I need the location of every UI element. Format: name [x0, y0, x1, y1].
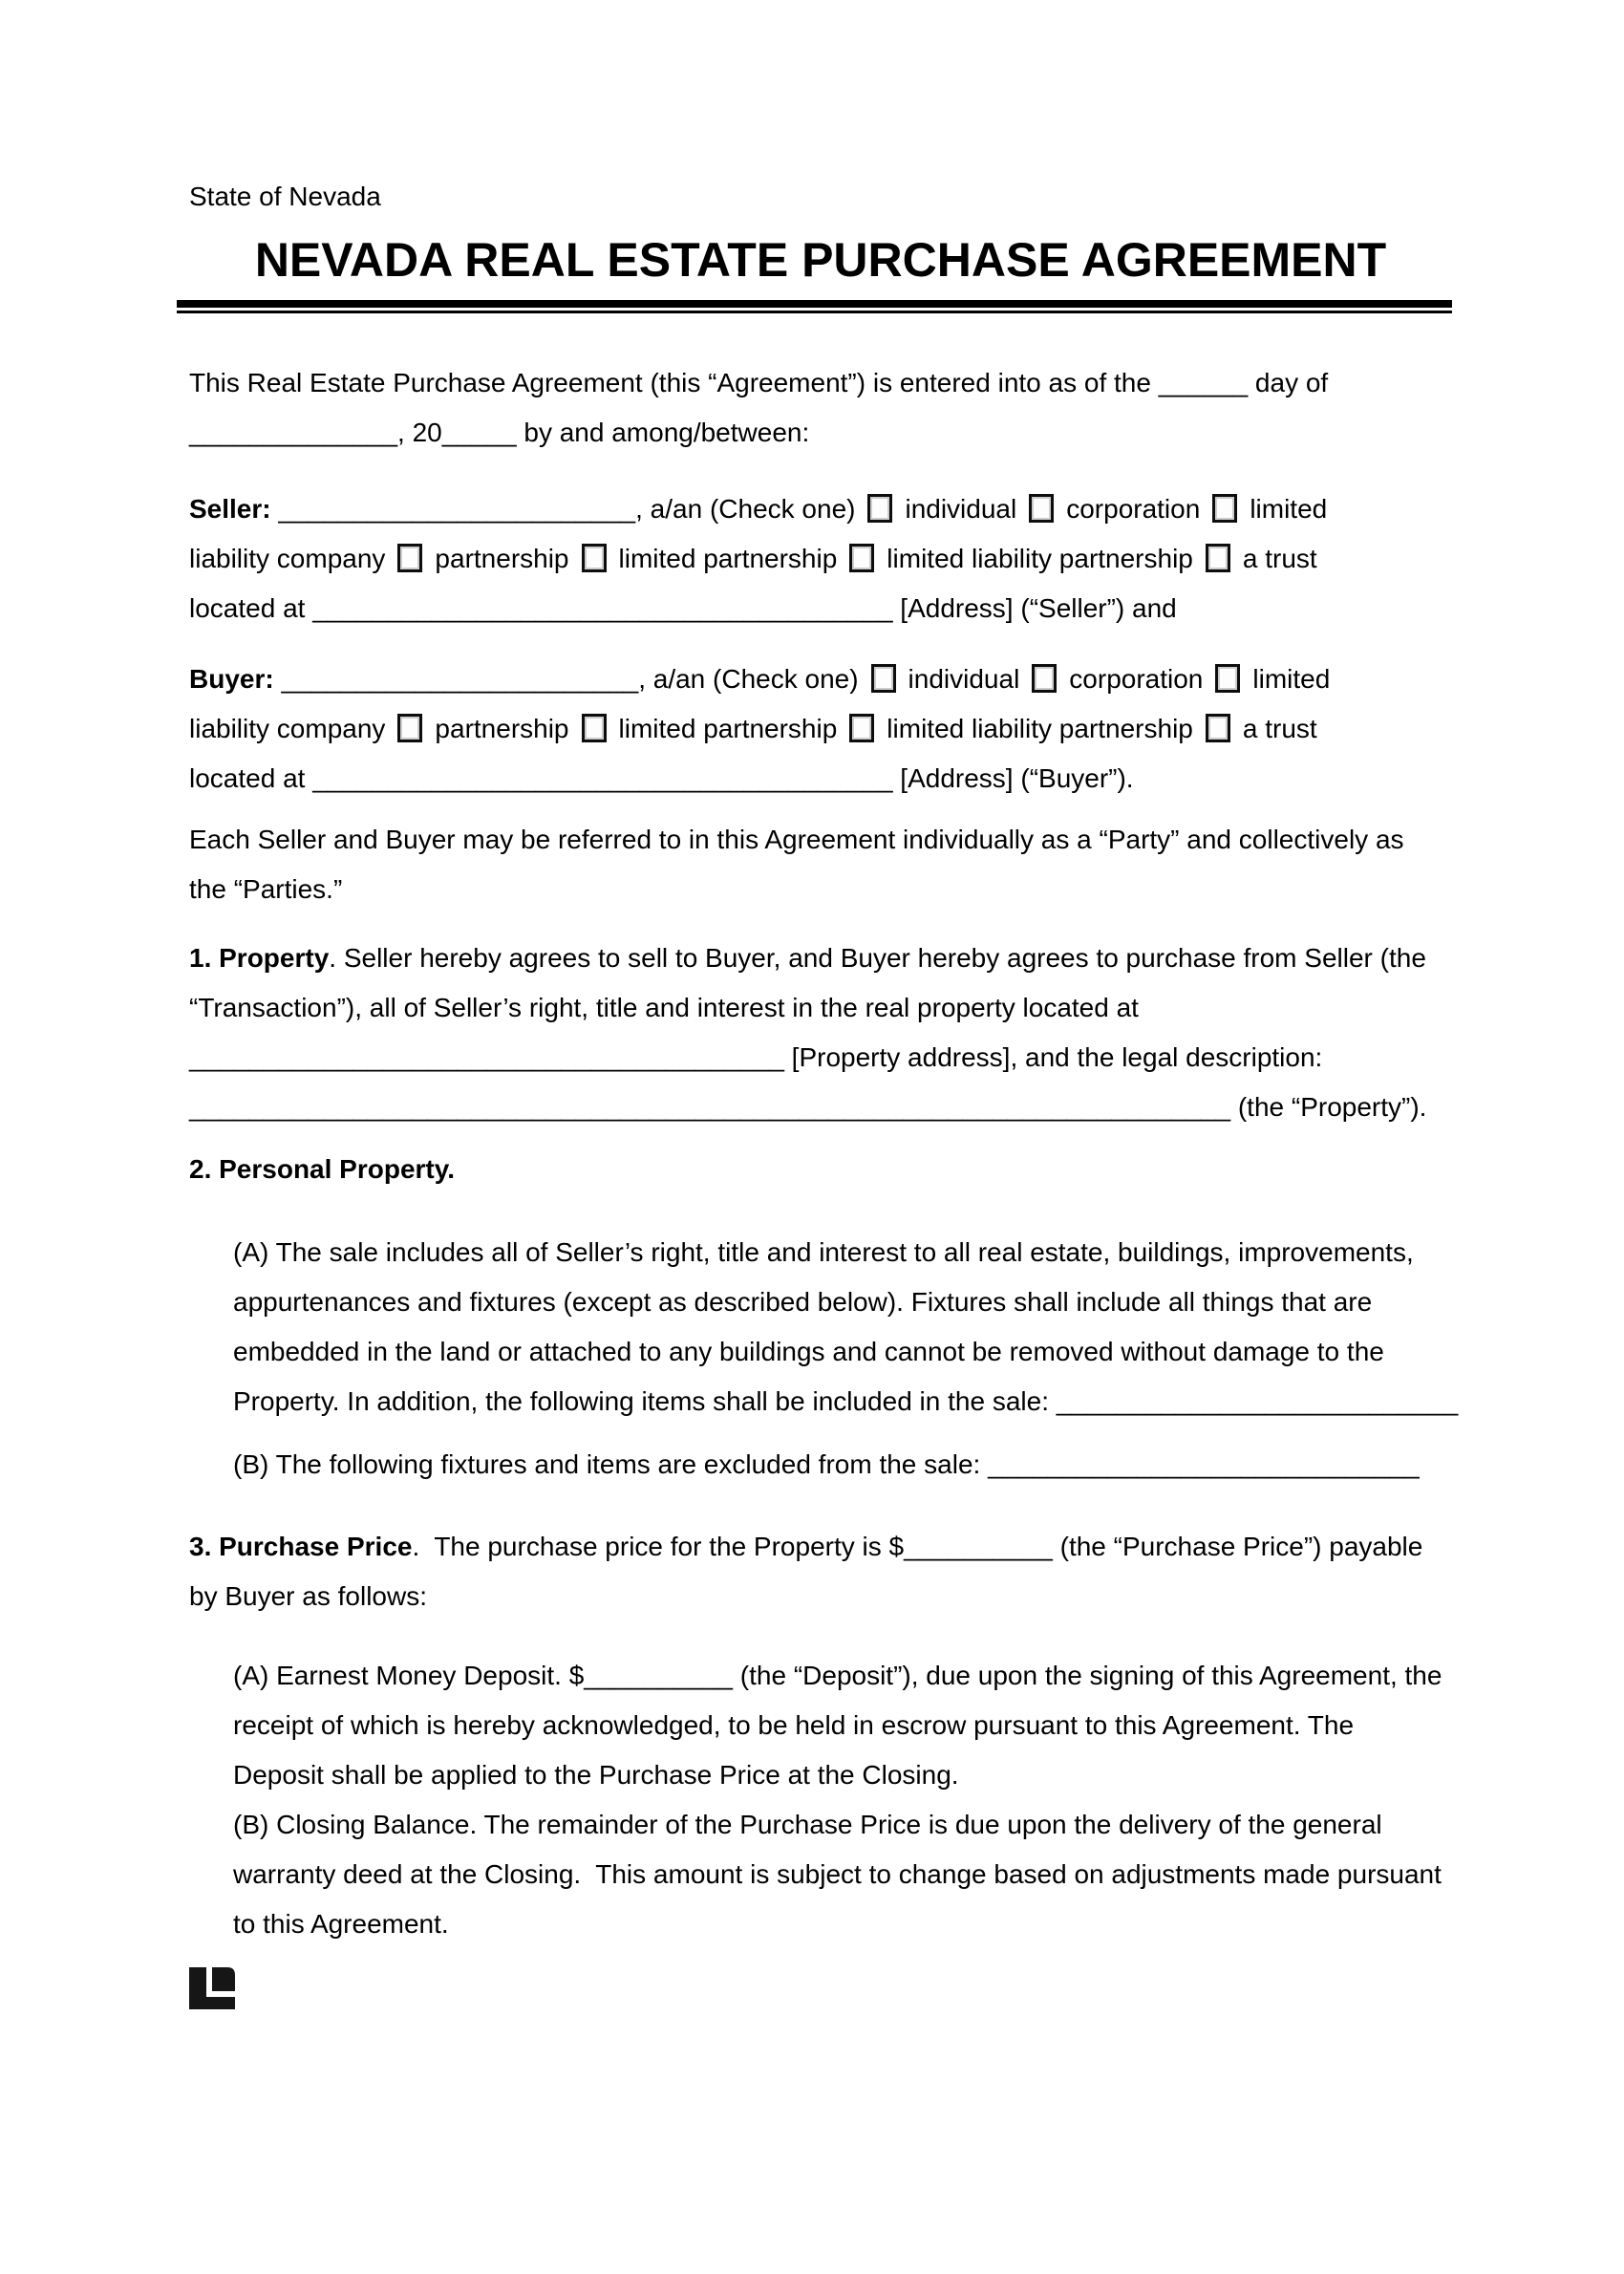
price-text-3: by Buyer as follows: [189, 1580, 427, 1611]
buyer-trust-label: a trust [1242, 713, 1317, 743]
section-2-heading: 2. Personal Property. [189, 1153, 456, 1184]
pp-a-line-2 [233, 1277, 1452, 1327]
pp-a-text-2: appurtenances and fixtures (except as described below). Fixtures shall include all things that are [233, 1286, 1373, 1317]
closing-balance-text-1: (B) Closing Balance. The remainder of the Purchase Price is due upon the delivery of the general [233, 1809, 1382, 1839]
property-text-3: [Property address], and the legal description: [783, 1041, 1323, 1072]
pp-a-line-4 [233, 1377, 1459, 1427]
legal-description-blank[interactable]: ______________________________________________________________________ [189, 1091, 1231, 1122]
pp-b-text-1: (B) The following fixtures and items are excluded from the sale: [233, 1448, 989, 1479]
deposit-text-4: Deposit shall be applied to the Purchase Price at the Closing. [233, 1759, 959, 1790]
included-items-blank[interactable]: ___________________________ [1056, 1385, 1459, 1416]
parties-line-2 [189, 865, 1452, 914]
seller-llp-label: limited liability partnership [887, 543, 1193, 573]
parties-paragraph [189, 815, 1452, 914]
seller-limited-partnership-label: limited partnership [618, 543, 838, 573]
seller-name-blank[interactable]: ________________________ [278, 493, 636, 524]
buyer-address-suffix: [Address] (“Buyer”). [892, 762, 1134, 793]
seller-line-3 [189, 584, 1452, 633]
buyer-llc-label-1: limited [1252, 663, 1331, 694]
seller-llc-checkbox[interactable] [1212, 494, 1237, 523]
section-2a-paragraph [189, 1228, 1459, 1427]
buyer-trust-checkbox[interactable] [1206, 714, 1230, 742]
intro-text-3: , 20 [397, 417, 442, 447]
pp-a-text-3: embedded in the land or attached to any buildings and cannot be removed without damage to the [233, 1336, 1384, 1366]
buyer-llc-checkbox[interactable] [1215, 664, 1240, 693]
seller-corporation-checkbox[interactable] [1029, 494, 1054, 523]
intro-text-1: This Real Estate Purchase Agreement (this “Agreement”) is entered into as of the [189, 367, 1159, 397]
page-title: NEVADA REAL ESTATE PURCHASE AGREEMENT [254, 233, 1387, 287]
section-3ab-paragraph [189, 1651, 1452, 1949]
deposit-amount-blank[interactable]: __________ [584, 1660, 734, 1690]
property-line-2 [189, 983, 1452, 1033]
intro-line-1 [189, 358, 1452, 408]
buyer-llp-checkbox[interactable] [849, 714, 874, 742]
title-divider-thin-line [177, 311, 1452, 313]
property-text-4: (the “Property”). [1230, 1091, 1427, 1122]
seller-llp-checkbox[interactable] [849, 544, 874, 572]
price-a-line-2 [233, 1701, 1452, 1750]
buyer-limited-partnership-checkbox[interactable] [582, 714, 607, 742]
buyer-corporation-checkbox[interactable] [1032, 664, 1057, 693]
seller-limited-partnership-checkbox[interactable] [582, 544, 607, 572]
price-line-1 [189, 1522, 1452, 1572]
seller-line-1 [189, 484, 1452, 534]
buyer-partnership-checkbox[interactable] [397, 714, 422, 742]
deposit-text-1: (A) Earnest Money Deposit. $ [233, 1660, 585, 1690]
buyer-address-blank[interactable]: _______________________________________ [312, 762, 893, 793]
buyer-line-2 [189, 704, 1452, 754]
parties-text-2: the “Parties.” [189, 873, 343, 904]
buyer-located-at-text: located at [189, 762, 313, 793]
title-divider [177, 300, 1452, 313]
section-3-purchase-price-paragraph [189, 1522, 1452, 1621]
buyer-individual-checkbox[interactable] [871, 664, 896, 693]
section-2b-paragraph [189, 1440, 1452, 1490]
pp-b-line-1 [233, 1440, 1452, 1490]
pp-a-text-4: Property. In addition, the following items shall be included in the sale: [233, 1385, 1057, 1416]
pp-a-text-1: (A) The sale includes all of Seller’s right, title and interest to all real estate, buildings, improvements, [233, 1236, 1414, 1267]
document-page [0, 172, 1624, 2274]
intro-line-2 [189, 408, 1452, 458]
buyer-limited-partnership-label: limited partnership [618, 713, 838, 743]
intro-text-2: day of [1248, 367, 1329, 397]
seller-corporation-label: corporation [1066, 493, 1201, 524]
buyer-paragraph [189, 654, 1452, 804]
price-b-line-1 [233, 1800, 1452, 1850]
intro-paragraph [189, 358, 1452, 458]
seller-paragraph [189, 484, 1452, 633]
property-line-1 [189, 933, 1452, 983]
buyer-corporation-label: corporation [1069, 663, 1204, 694]
seller-individual-label: individual [905, 493, 1017, 524]
seller-individual-checkbox[interactable] [867, 494, 892, 523]
excluded-items-blank[interactable]: _____________________________ [988, 1448, 1420, 1479]
price-text-2: (the “Purchase Price”) payable [1052, 1531, 1423, 1561]
month-blank[interactable]: ______________ [189, 417, 398, 447]
closing-balance-text-2: warranty deed at the Closing. This amount is subject to change based on adjustments made pursuant [233, 1858, 1442, 1889]
buyer-check-one-text: , a/an (Check one) [638, 663, 859, 694]
title-divider-thick-line [177, 300, 1452, 308]
property-address-blank[interactable]: ________________________________________ [189, 1041, 784, 1072]
buyer-name-blank[interactable]: ________________________ [281, 663, 639, 694]
buyer-line-3 [189, 754, 1452, 804]
intro-text-4: by and among/between: [516, 417, 810, 447]
year-blank[interactable]: _____ [441, 417, 517, 447]
seller-trust-checkbox[interactable] [1206, 544, 1230, 572]
seller-label: Seller: [189, 493, 279, 524]
seller-llc-label-1: limited [1250, 493, 1328, 524]
section-1-heading: 1. Property [189, 942, 330, 973]
buyer-llc-label-2: liability company [189, 713, 386, 743]
price-text-1: . The purchase price for the Property is $ [412, 1531, 905, 1561]
property-line-4 [189, 1083, 1452, 1132]
property-text-1: . Seller hereby agrees to sell to Buyer, and Buyer hereby agrees to purchase from Seller (the [329, 942, 1426, 973]
buyer-llp-label: limited liability partnership [887, 713, 1193, 743]
property-line-3 [189, 1033, 1452, 1083]
day-blank[interactable]: ______ [1158, 367, 1249, 397]
price-a-line-1 [233, 1651, 1452, 1701]
seller-llc-label-2: liability company [189, 543, 386, 573]
property-text-2: “Transaction”), all of Seller’s right, title and interest in the real property located at [189, 992, 1139, 1022]
deposit-text-3: receipt of which is hereby acknowledged, to be held in escrow pursuant to this Agreement. The [233, 1709, 1355, 1740]
closing-balance-text-3: to this Agreement. [233, 1908, 449, 1939]
seller-located-at-text: located at [189, 592, 313, 623]
seller-address-suffix: [Address] (“Seller”) and [892, 592, 1177, 623]
seller-partnership-checkbox[interactable] [397, 544, 422, 572]
buyer-individual-label: individual [908, 663, 1020, 694]
purchase-price-blank[interactable]: __________ [904, 1531, 1053, 1561]
parties-line-1 [189, 815, 1452, 865]
buyer-line-1 [189, 654, 1452, 704]
legaltemplates-logo-icon [189, 1967, 235, 2009]
buyer-partnership-label: partnership [435, 713, 569, 743]
price-b-line-2 [233, 1850, 1452, 1899]
parties-text-1: Each Seller and Buyer may be referred to in this Agreement individually as a “Party” and collectively as [189, 824, 1404, 854]
section-1-property-paragraph [189, 933, 1452, 1132]
deposit-text-2: (the “Deposit”), due upon the signing of this Agreement, the [733, 1660, 1442, 1690]
seller-trust-label: a trust [1242, 543, 1317, 573]
pp-a-line-3 [233, 1327, 1452, 1377]
seller-address-blank[interactable]: _______________________________________ [312, 592, 893, 623]
footer [189, 1967, 1452, 2009]
section-3-heading: 3. Purchase Price [189, 1531, 413, 1561]
state-label: State of Nevada [189, 182, 381, 211]
seller-partnership-label: partnership [435, 543, 569, 573]
price-a-line-3 [233, 1750, 1452, 1800]
seller-check-one-text: , a/an (Check one) [635, 493, 856, 524]
price-b-line-3 [233, 1899, 1452, 1949]
pp-a-line-1 [233, 1228, 1452, 1277]
seller-line-2 [189, 534, 1452, 584]
buyer-label: Buyer: [189, 663, 282, 694]
price-line-2 [189, 1572, 1452, 1621]
